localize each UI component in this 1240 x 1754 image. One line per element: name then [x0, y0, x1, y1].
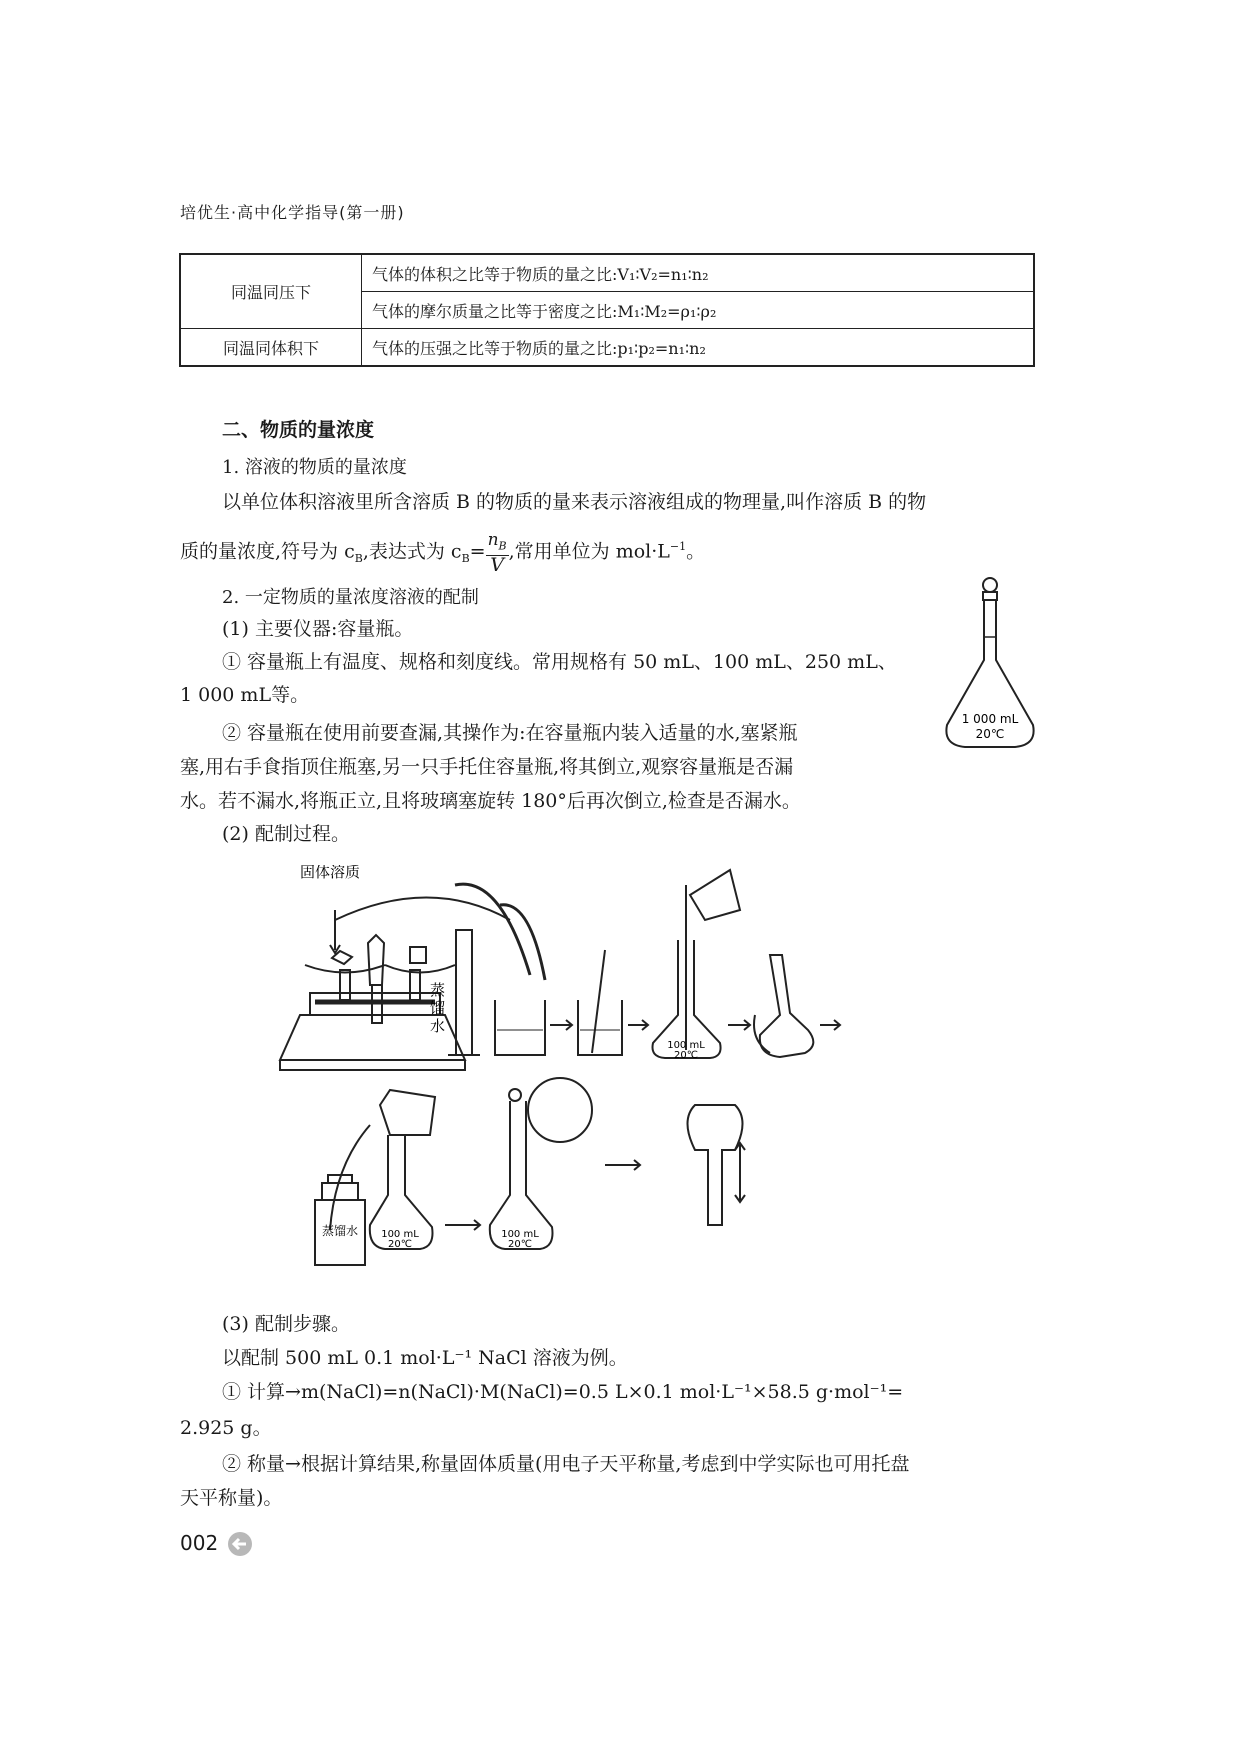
subscript: B — [498, 539, 507, 553]
subsection-1-title: 1. 溶液的物质的量浓度 — [222, 457, 407, 478]
volumetric-flask-illustration — [935, 575, 1045, 760]
back-arrow-icon — [226, 1530, 254, 1558]
table-cell: 气体的体积之比等于物质的量之比:V₁∶V₂=n₁∶n₂ — [362, 254, 1035, 292]
subscript: B — [354, 552, 363, 566]
subscript: B — [461, 552, 470, 566]
step-2-line2: 天平称量)。 — [180, 1487, 283, 1509]
paragraph-definition-line1: 以单位体积溶液里所含溶质 B 的物质的量来表示溶液组成的物理量,叫作溶质 B 的物 — [222, 491, 927, 513]
subsection-2-title: 2. 一定物质的量浓度溶液的配制 — [222, 587, 479, 608]
section-title: 二、物质的量浓度 — [222, 419, 375, 441]
distilled-water-label-2: 馏 — [430, 999, 446, 1017]
step-2-line1: ② 称量→根据计算结果,称量固体质量(用电子天平称量,考虑到中学实际也可用托盘 — [222, 1453, 910, 1475]
numerator-symbol: n — [487, 529, 499, 550]
table-row — [180, 254, 1034, 292]
distilled-water-label-1: 蒸 — [430, 981, 446, 999]
text-segment: ,表达式为 c — [362, 540, 462, 563]
diagram-flask-volume: 100 mL — [667, 1040, 705, 1051]
distilled-water-label-3: 水 — [430, 1017, 446, 1035]
item-3: (3) 配制步骤。 — [222, 1313, 350, 1335]
fraction-denominator: V — [490, 554, 504, 577]
gas-law-table — [179, 253, 1035, 367]
solid-solute-label: 固体溶质 — [300, 865, 361, 881]
preparation-process-diagram — [260, 865, 920, 1295]
text-segment: ,常用单位为 mol·L — [508, 540, 670, 563]
diagram-flask2-temp: 20℃ — [388, 1239, 412, 1250]
table-row-label: 同温同压下 — [180, 254, 362, 329]
item-2: (2) 配制过程。 — [222, 823, 350, 845]
item-1a-line1: ① 容量瓶上有温度、规格和刻度线。常用规格有 50 mL、100 mL、250 mL、 — [222, 651, 897, 673]
step-1-line2: 2.925 g。 — [180, 1417, 272, 1439]
diagram-flask-temp: 20℃ — [674, 1050, 698, 1061]
diagram-flask2-volume: 100 mL — [381, 1229, 419, 1240]
superscript: −1 — [669, 540, 687, 553]
paragraph-definition-line2: 质的量浓度,符号为 $c_B$,表达式为 $c_B=$ $\frac{n_B}{V}$ ,常用单位为 $mol\cdot L^{-1}$。 — [180, 529, 706, 577]
diagram-flask3-volume: 100 mL — [501, 1229, 539, 1240]
table-row-label: 同温同体积下 — [180, 329, 362, 367]
bottle-label: 蒸馏水 — [321, 1224, 359, 1238]
text-segment: 质的量浓度,符号为 c — [180, 540, 355, 563]
page-number: 002 — [180, 1531, 219, 1555]
item-1a-line2: 1 000 mL等。 — [180, 684, 310, 706]
flask-volume-label: 1 000 mL — [961, 712, 1019, 726]
fraction-numerator — [486, 531, 509, 556]
concentration-fraction — [486, 529, 509, 577]
flask-temp-label: 20℃ — [975, 727, 1005, 741]
item-1b-line1: ② 容量瓶在使用前要查漏,其操作为:在容量瓶内装入适量的水,塞紧瓶 — [222, 722, 798, 744]
running-header: 培优生·高中化学指导(第一册) — [180, 203, 405, 222]
step-1-line1: ① 计算→m(NaCl)=n(NaCl)·M(NaCl)=0.5 L×0.1 mol·L⁻¹×58.5 g·mol⁻¹= — [222, 1381, 904, 1403]
table-cell: 气体的压强之比等于物质的量之比:p₁∶p₂=n₁∶n₂ — [362, 329, 1035, 367]
item-1b-line3: 水。若不漏水,将瓶正立,且将玻璃塞旋转 180°后再次倒立,检查是否漏水。 — [180, 790, 801, 812]
diagram-flask3-temp: 20℃ — [508, 1239, 532, 1250]
example-statement: 以配制 500 mL 0.1 mol·L⁻¹ NaCl 溶液为例。 — [222, 1347, 628, 1369]
item-1: (1) 主要仪器:容量瓶。 — [222, 618, 414, 640]
table-row — [180, 329, 1034, 367]
table-cell: 气体的摩尔质量之比等于密度之比:M₁∶M₂=ρ₁∶ρ₂ — [362, 292, 1035, 329]
item-1b-line2: 塞,用右手食指顶住瓶塞,另一只手托住容量瓶,将其倒立,观察容量瓶是否漏 — [180, 756, 794, 778]
